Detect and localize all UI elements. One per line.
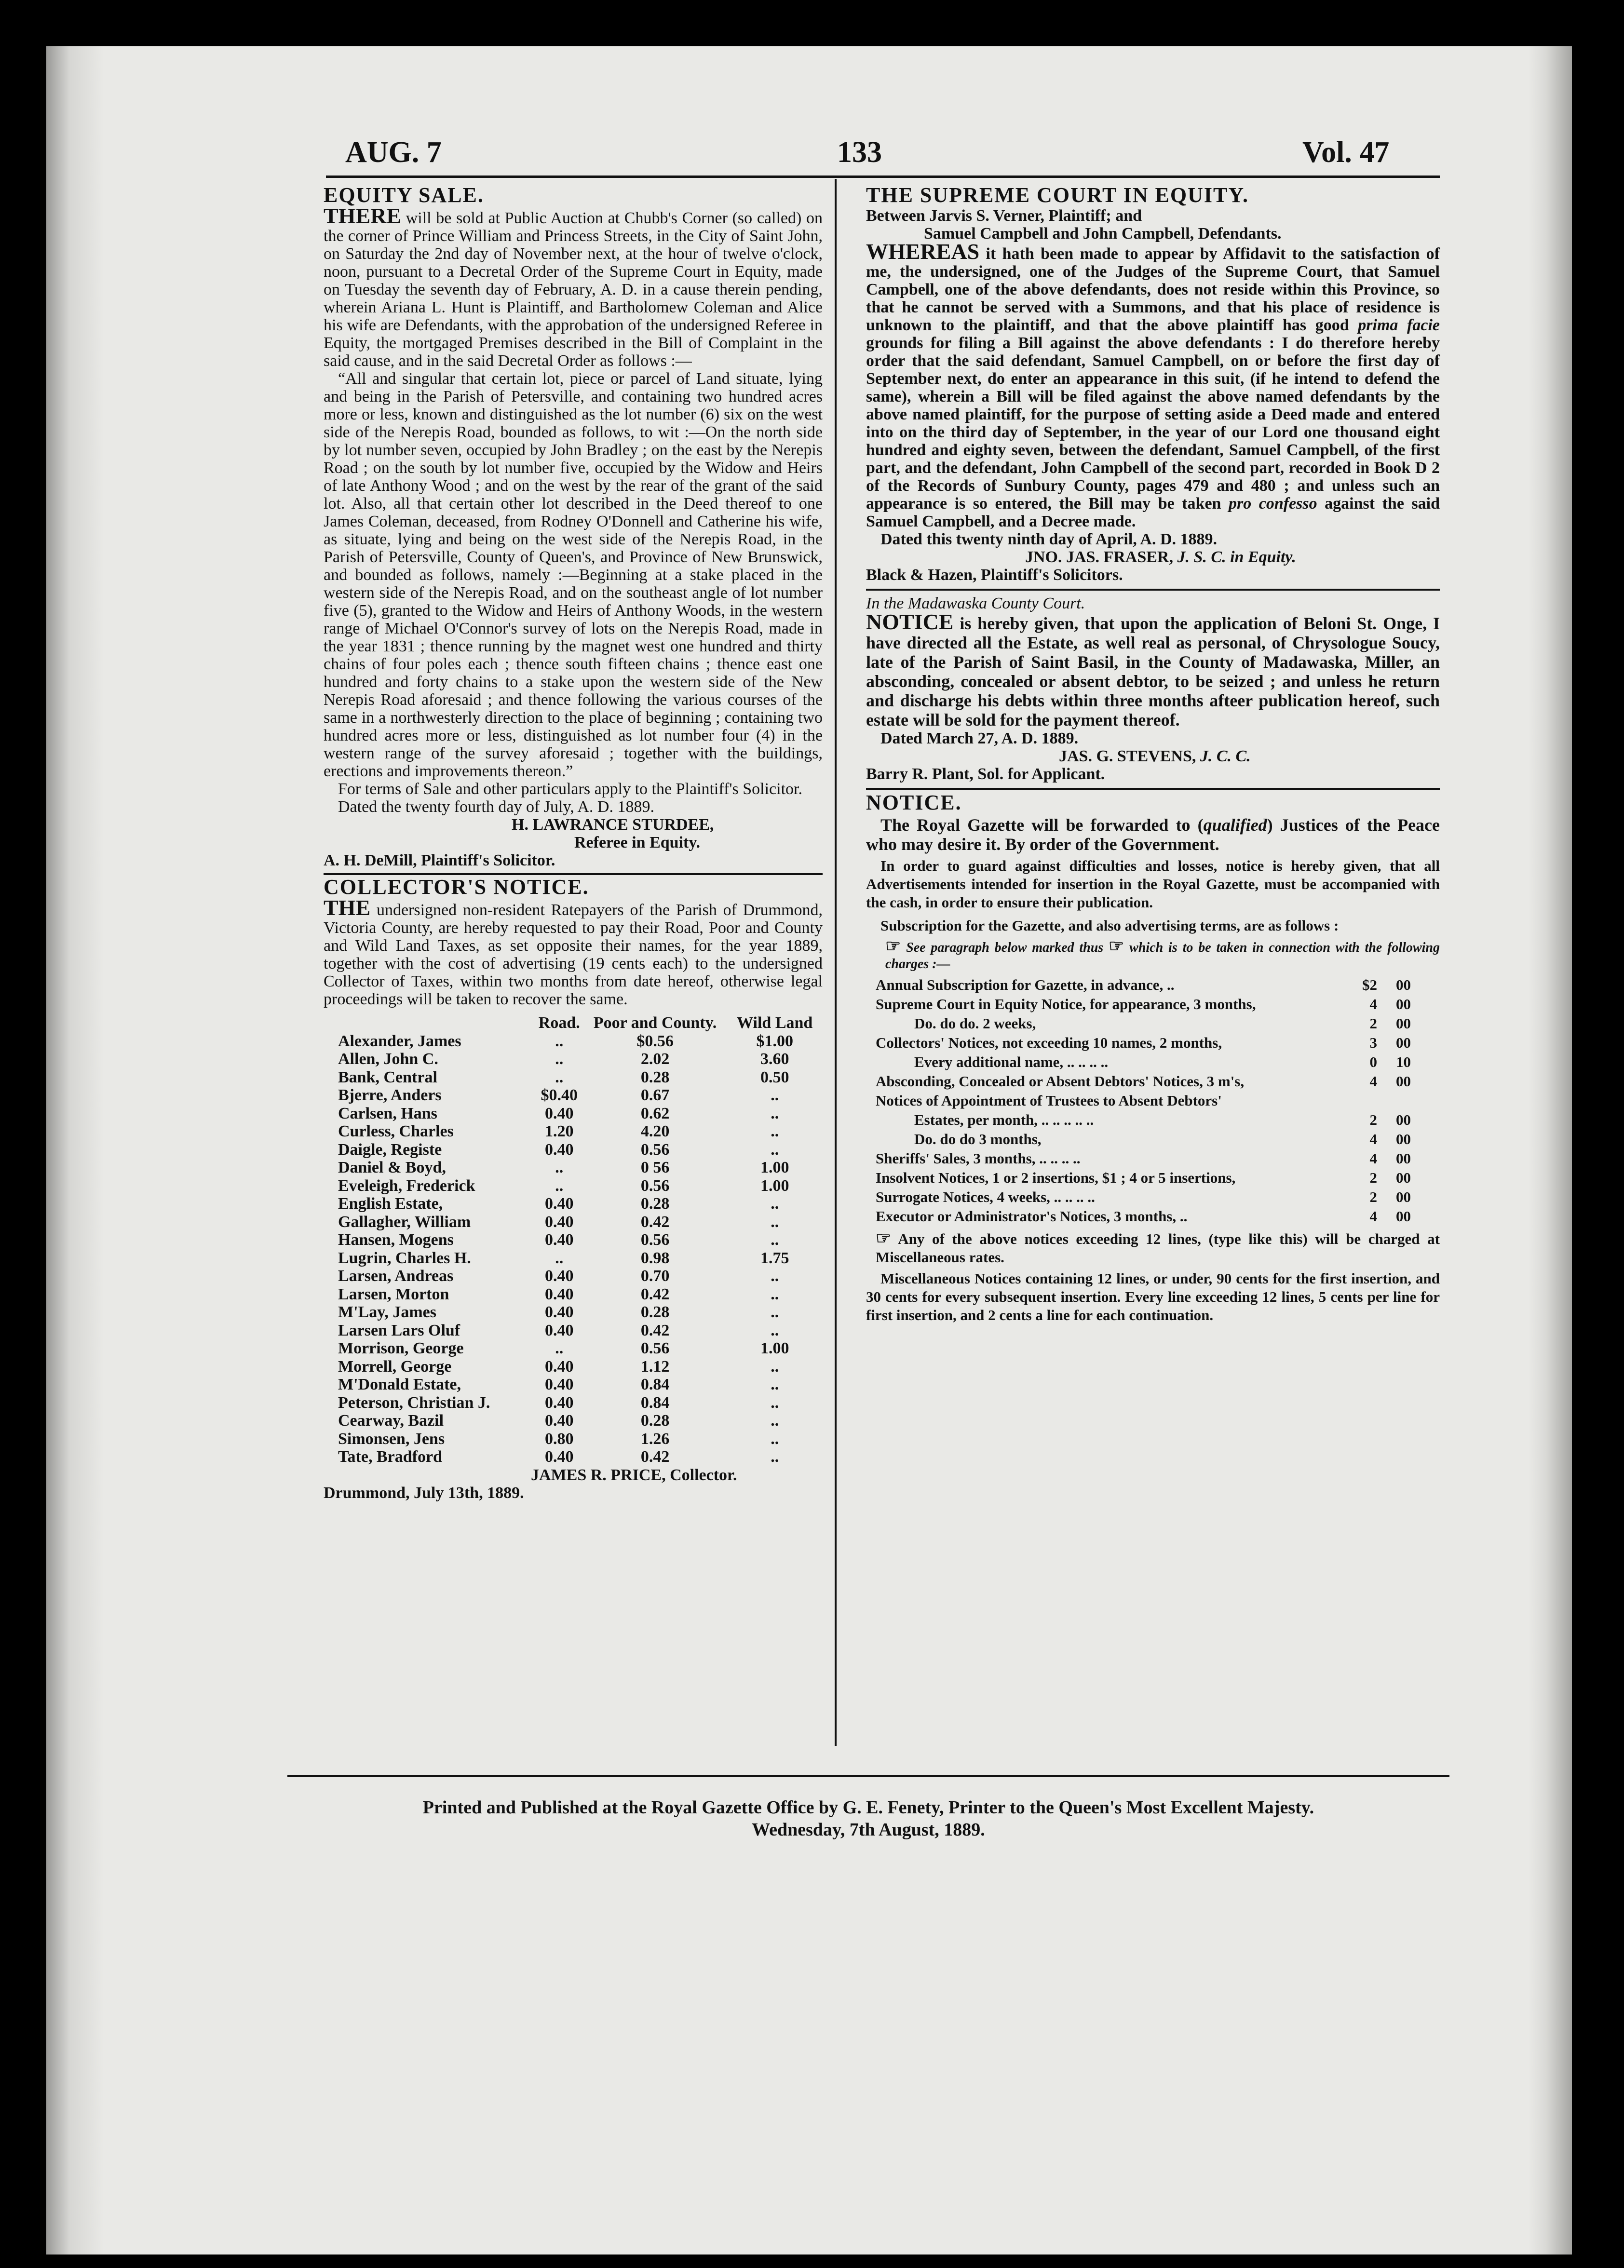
wild-land-tax: .. <box>771 1122 779 1140</box>
wild-land-tax: .. <box>771 1303 779 1321</box>
ratepayer-name: Larsen, Morton <box>338 1285 449 1303</box>
road-tax: .. <box>555 1068 564 1086</box>
wild-land-tax: .. <box>771 1213 779 1231</box>
poor-county-tax: 0.42 <box>640 1321 670 1339</box>
equity-sale-lead: THERE <box>324 203 402 228</box>
tax-table-row <box>338 1122 823 1141</box>
rate-description: Estates, per month, .. .. .. .. .. <box>914 1111 1094 1128</box>
tax-table <box>338 1014 823 1466</box>
poor-county-tax: 0.56 <box>640 1231 670 1249</box>
madawaska-text: is hereby given, that upon the application of Beloni St. Onge, I have directed all the Estate, as well real as personal, of Chrysologue Soucy, late of the Parish of Saint Basil, in the County of Madawaska, Miller, an absconding, concealed or absent debtor, to be seized ; and unless he return and discharge his debts within three months afteer publication hereof, such estate will be sold for the payment thereof. <box>866 614 1440 729</box>
rate-description: Every additional name, .. .. .. .. <box>914 1053 1109 1070</box>
ratepayer-name: M'Lay, James <box>338 1303 436 1321</box>
road-tax: .. <box>555 1050 564 1068</box>
ratepayer-name: Hansen, Mogens <box>338 1231 454 1249</box>
tax-table-row <box>338 1412 823 1430</box>
tax-table-row <box>338 1267 823 1285</box>
tax-table-row <box>338 1213 823 1231</box>
pointing-hand-icon: ☞ <box>885 936 901 956</box>
right-column <box>866 183 1440 1324</box>
rate-cents: 10 <box>1396 1053 1411 1070</box>
page-left-edge <box>46 46 104 2254</box>
supreme-court-lead: WHEREAS <box>866 239 980 264</box>
rate-row <box>876 1072 1411 1091</box>
notice-p1-b: ) Justices of the Peace who may desire it. By order of the Government. <box>866 815 1440 854</box>
footer-rule <box>287 1775 1449 1777</box>
wild-land-tax: .. <box>771 1412 779 1430</box>
header-date: AUG. 7 <box>345 136 442 169</box>
footer-date: Wednesday, 7th August, 1889. <box>752 1820 985 1840</box>
road-tax: 0.40 <box>545 1231 574 1249</box>
header-volume: Vol. 47 <box>1302 136 1390 169</box>
rate-row <box>876 1033 1411 1053</box>
wild-land-tax: .. <box>771 1321 779 1339</box>
rate-row <box>876 1014 1411 1033</box>
ratepayer-name: Morrison, George <box>338 1339 464 1357</box>
poor-county-tax: 0.28 <box>640 1303 670 1321</box>
wild-land-tax: .. <box>771 1086 779 1104</box>
rate-cents: 00 <box>1396 1169 1411 1186</box>
notice-p3: Subscription for the Gazette, and also advertising terms, are as follows : <box>880 917 1339 934</box>
tax-table-row <box>338 1086 823 1105</box>
rate-row <box>876 1207 1411 1226</box>
road-tax: 0.40 <box>545 1321 574 1339</box>
page-right-edge <box>1529 46 1572 2254</box>
rate-cents: 00 <box>1396 1150 1411 1167</box>
supreme-court-parties-1: Between Jarvis S. Verner, Plaintiff; and <box>866 207 1142 225</box>
rate-description: Surrogate Notices, 4 weeks, .. .. .. .. <box>876 1188 1095 1205</box>
road-tax: $0.40 <box>541 1086 578 1104</box>
rate-description: Annual Subscription for Gazette, in advance, .. <box>876 976 1175 993</box>
wild-land-tax: .. <box>771 1195 779 1213</box>
section-rule <box>866 788 1440 790</box>
road-tax: 0.40 <box>545 1357 574 1376</box>
ratepayer-name: Tate, Bradford <box>338 1448 442 1466</box>
wild-land-tax: 3.60 <box>760 1050 789 1068</box>
rate-description: Do. do do 3 months, <box>914 1131 1042 1148</box>
tax-table-row <box>338 1050 823 1068</box>
rate-description: Sheriffs' Sales, 3 months, .. .. .. .. <box>876 1150 1081 1167</box>
supreme-court-text-a: it hath been made to appear by Affidavit to the satisfaction of me, the undersigned, one of the Judges of the Supreme Court, that Samuel Campbell, one of the above defendants, does not reside within this Province, so that he cannot be served with a Summons, and that his place of residence is unknown to the plaintiff, and that the above plaintiff has good <box>866 245 1440 334</box>
ratepayer-name: Gallagher, William <box>338 1213 471 1231</box>
road-tax: 0.40 <box>545 1195 574 1213</box>
tax-table-row <box>338 1177 823 1195</box>
road-tax: .. <box>555 1176 564 1195</box>
supreme-court-dated: Dated this twenty ninth day of April, A. D. 1889. <box>880 530 1218 548</box>
tax-table-row <box>338 1231 823 1249</box>
equity-sale-title: EQUITY SALE. <box>324 183 484 207</box>
rate-description: Supreme Court in Equity Notice, for appearance, 3 months, <box>876 996 1256 1012</box>
pointing-hand-icon: ☞ <box>1109 936 1124 956</box>
equity-sale-referee-title: Referee in Equity. <box>574 834 700 851</box>
poor-county-tax: 0.67 <box>640 1086 670 1104</box>
ratepayer-name: Allen, John C. <box>338 1050 438 1068</box>
rate-dollars: 2 <box>1369 1111 1377 1128</box>
supreme-court-title: THE SUPREME COURT IN EQUITY. <box>866 183 1249 207</box>
wild-land-tax: 1.00 <box>760 1176 789 1195</box>
rate-description: Do. do do. 2 weeks, <box>914 1015 1036 1032</box>
rate-cents <box>1377 1091 1411 1110</box>
tax-table-row <box>338 1339 823 1358</box>
equity-sale-dated: Dated the twenty fourth day of July, A. D. 1889. <box>338 798 654 816</box>
rate-row <box>876 975 1411 995</box>
ratepayer-name: Lugrin, Charles H. <box>338 1249 471 1267</box>
wild-land-tax: .. <box>771 1376 779 1393</box>
wild-land-tax: .. <box>771 1448 779 1466</box>
rate-cents: 00 <box>1396 1111 1411 1128</box>
rate-row <box>876 1149 1411 1168</box>
notice-title: NOTICE. <box>866 791 962 814</box>
madawaska-solicitor: Barry R. Plant, Sol. for Applicant. <box>866 765 1105 783</box>
left-column <box>324 183 823 1502</box>
ratepayer-name: Larsen Lars Oluf <box>338 1321 460 1339</box>
poor-county-tax: 0.56 <box>640 1176 670 1195</box>
wild-land-tax: $1.00 <box>756 1032 793 1050</box>
rate-description: Executor or Administrator's Notices, 3 months, .. <box>876 1208 1188 1225</box>
poor-county-tax: 0.42 <box>640 1213 670 1231</box>
ratepayer-name: Morrell, George <box>338 1357 452 1376</box>
tax-table-row <box>338 1322 823 1340</box>
notice-see-note <box>866 938 1440 972</box>
supreme-court-body <box>866 239 1440 530</box>
road-tax: .. <box>555 1249 564 1267</box>
madawaska-judge-name: JAS. G. STEVENS, <box>1059 747 1196 765</box>
poor-county-tax: 2.02 <box>640 1050 670 1068</box>
wild-land-tax: .. <box>771 1267 779 1285</box>
rate-cents: 00 <box>1396 1034 1411 1051</box>
tax-table-row <box>338 1195 823 1213</box>
poor-county-tax: 1.12 <box>640 1357 670 1376</box>
road-tax: .. <box>555 1339 564 1357</box>
notice-p2: In order to guard against difficulties and losses, notice is hereby given, that all Advertisements intended for insertion in the Royal Gazette, must be accompanied with the cash, in order to ensure their publication. <box>866 857 1440 911</box>
tax-table-body <box>338 1032 823 1466</box>
rates-table <box>876 975 1411 1226</box>
rates-table-body <box>876 975 1411 1226</box>
road-tax: 0.40 <box>545 1213 574 1231</box>
rate-description: Collectors' Notices, not exceeding 10 names, 2 months, <box>876 1034 1222 1051</box>
equity-sale-intro-text: will be sold at Public Auction at Chubb's Corner (so called) on the corner of Prince William and Princess Streets, in the City of Saint John, on Saturday the 2nd day of November next, at the hour of twelve o'clock, noon, pursuant to a Decretal Order of the Supreme Court in Equity, made on Tuesday the seventh day of February, A. D. in a cause therein pending, wherein Ariana L. Hunt is Plaintiff, and Bartholomew Coleman and Alice his wife are Defendants, with the approbation of the undersigned Referee in Equity, the mortgaged Premises described in the Bill of Complaint in the said cause, and in the said Decretal Order as follows :— <box>324 209 823 370</box>
tax-table-row <box>338 1358 823 1376</box>
rate-row <box>876 1130 1411 1149</box>
madawaska-lead: NOTICE <box>866 609 954 634</box>
tax-table-row <box>338 1448 823 1466</box>
ratepayer-name: Simonsen, Jens <box>338 1430 445 1448</box>
rate-row <box>876 1188 1411 1207</box>
tax-table-row <box>338 1105 823 1123</box>
poor-county-tax: 0.70 <box>640 1267 670 1285</box>
equity-sale-quote: “All and singular that certain lot, piece or parcel of Land situate, lying and being in the Parish of Petersville, and containing two hundred acres more or less, known and distinguished as the lot number (6) six on the west side of the Nerepis Road, bounded as follows, to wit :—On the north side by lot number seven, occupied by John Bradley ; on the east by the Nerepis Road ; on the south by lot number five, occupied by the Widow and Heirs of late Anthony Wood ; and on the west by the rear of the grant of the said lot. Also, all that certain other lot described in the Deed thereof to one James Coleman, deceased, from Rodney O'Donnell and Catherine his wife, as situate, lying and being on the west side of the Nerepis Road, in the Parish of Petersville, County of Queen's, and Province of New Brunswick, and bounded as follows, namely :—Beginning at a stake placed in the western side of the Nerepis Road, and on the southeast angle of lot number five (5), granted to the Widow and Heirs of Anthony Woods, in the western range of Michael O'Connor's survey of lots on the Nerepis Road, made in the year 1831 ; thence running by the magnet west one hundred and thirty chains of four poles each ; thence south fifteen chains ; thence east one hundred and forty chains to a stake upon the western side of the New Nerepis Road aforesaid ; and thence following the various courses of the same in a northwesterly direction to the place of beginning ; containing two hundred acres more or less, distinguished as lot number four (4) in the western range of the survey aforesaid ; together with the buildings, erections and improvements thereon.” <box>324 370 823 780</box>
notice-see-note-text-2: which is to be taken in connection with the following charges :— <box>885 940 1440 972</box>
tax-table-header <box>338 1014 823 1032</box>
column-divider <box>835 179 837 1746</box>
ratepayer-name: Cearway, Bazil <box>338 1412 444 1430</box>
road-tax: 0.80 <box>545 1430 574 1448</box>
poor-county-tax: 0.28 <box>640 1068 670 1086</box>
rate-cents: 00 <box>1396 1188 1411 1205</box>
footer <box>287 1796 1449 1841</box>
section-rule <box>866 589 1440 591</box>
rate-row <box>876 1110 1411 1130</box>
wild-land-tax: .. <box>771 1140 779 1159</box>
wild-land-tax: .. <box>771 1393 779 1412</box>
notice-p1-qualified: qualified <box>1203 815 1267 835</box>
rate-dollars: 2 <box>1369 1015 1377 1032</box>
collectors-notice-lead: THE <box>324 895 371 920</box>
collectors-notice-intro <box>324 895 823 1008</box>
ratepayer-name: Bank, Central <box>338 1068 437 1086</box>
ratepayer-name: English Estate, <box>338 1195 443 1213</box>
tax-table-row <box>338 1068 823 1087</box>
supreme-court-text-b: grounds for filing a Bill against the above defendants : I do therefore hereby order that the said defendant, Samuel Campbell, on or before the first day of September next, do enter an appearance in this suit, (if he intend to defend the same), wherein a Bill will be filed against the above named defendants by the above named plaintiff, for the purpose of setting aside a Deed made and entered into on the third day of September, in the year of our Lord one thousand eight hundred and eighty seven, between the defendant, Samuel Campbell, of the first part, and the defendant, John Campbell of the second part, recorded in Book D 2 of the Records of Sunbury County, pages 479 and 480 ; and unless such an appearance is so entered, the Bill may be taken <box>866 334 1440 513</box>
madawaska-court-name: In the Madawaska County Court. <box>866 594 1085 612</box>
poor-county-tax: 0.42 <box>640 1448 670 1466</box>
ratepayer-name: Carlsen, Hans <box>338 1104 437 1122</box>
wild-land-tax: 0.50 <box>760 1068 789 1086</box>
ratepayer-name: Daigle, Registe <box>338 1140 442 1159</box>
rate-dollars: 3 <box>1369 1034 1377 1051</box>
rate-description: Absconding, Concealed or Absent Debtors' Notices, 3 m's, <box>876 1073 1245 1090</box>
supreme-court-parties-2: Samuel Campbell and John Campbell, Defendants. <box>924 225 1282 243</box>
ratepayer-name: Curless, Charles <box>338 1122 454 1140</box>
rate-cents: 00 <box>1396 976 1411 993</box>
col-poor-county: Poor and County. <box>593 1014 717 1032</box>
pointing-hand-icon: ☞ <box>876 1228 892 1248</box>
wild-land-tax: 1.00 <box>760 1159 789 1176</box>
poor-county-tax: $0.56 <box>636 1032 674 1050</box>
collector-dateline: Drummond, July 13th, 1889. <box>324 1484 524 1502</box>
madawaska-judge <box>866 747 1440 765</box>
notice-misc: Miscellaneous Notices containing 12 lines, or under, 90 cents for the first insertion, and 30 cents for every subsequent insertion. Every line exceeding 12 lines, 5 cents per line for first insertion, and 2 cents a line for each continuation. <box>866 1270 1440 1323</box>
footer-imprint: Printed and Published at the Royal Gazette Office by G. E. Fenety, Printer to the Queen's Most Excellent Majesty. <box>422 1797 1314 1818</box>
rate-description: Notices of Appointment of Trustees to Absent Debtors' <box>876 1092 1222 1109</box>
rate-dollars: 0 <box>1369 1053 1377 1070</box>
road-tax: 1.20 <box>545 1122 574 1140</box>
notice-extra <box>866 1229 1440 1267</box>
wild-land-tax: .. <box>771 1285 779 1303</box>
road-tax: 0.40 <box>545 1448 574 1466</box>
gazette-page <box>46 46 1572 2254</box>
rate-row <box>876 995 1411 1014</box>
header-rule <box>326 176 1440 178</box>
collector-signature: JAMES R. PRICE, Collector. <box>531 1466 737 1484</box>
rate-dollars: 4 <box>1369 1073 1377 1090</box>
rate-cents: 00 <box>1396 1131 1411 1148</box>
road-tax: 0.40 <box>545 1303 574 1321</box>
ratepayer-name: Daniel & Boyd, <box>338 1159 446 1176</box>
poor-county-tax: 0.28 <box>640 1195 670 1213</box>
ratepayer-name: Larsen, Andreas <box>338 1267 454 1285</box>
rate-dollars: 4 <box>1369 996 1377 1012</box>
road-tax: .. <box>555 1032 564 1050</box>
supreme-court-judge-title: J. S. C. in Equity. <box>1177 548 1296 566</box>
supreme-court-prima-facie: prima facie <box>1358 316 1440 334</box>
rate-dollars: $2 <box>1362 976 1377 993</box>
wild-land-tax: .. <box>771 1104 779 1122</box>
poor-county-tax: 0 56 <box>640 1159 670 1176</box>
section-rule <box>324 873 823 875</box>
road-tax: 0.40 <box>545 1104 574 1122</box>
road-tax: .. <box>555 1159 564 1176</box>
supreme-court-text-c: against the said Samuel Campbell, and a Decree made. <box>866 495 1440 530</box>
road-tax: 0.40 <box>545 1267 574 1285</box>
poor-county-tax: 0.42 <box>640 1285 670 1303</box>
madawaska-judge-title: J. C. C. <box>1200 747 1251 765</box>
road-tax: 0.40 <box>545 1393 574 1412</box>
poor-county-tax: 4.20 <box>640 1122 670 1140</box>
collectors-notice-text: undersigned non-resident Ratepayers of the Parish of Drummond, Victoria County, are hereby requested to pay their Road, Poor and County and Wild Land Taxes, as set opposite their names, for the year 1889, together with the cost of advertising (19 cents each) to the undersigned Collector of Taxes, within two months from date hereof, otherwise legal proceedings will be taken to recover the same. <box>324 901 823 1008</box>
tax-table-row <box>338 1430 823 1448</box>
notice-p1-a: The Royal Gazette will be forwarded to ( <box>880 815 1204 835</box>
wild-land-tax: 1.00 <box>760 1339 789 1357</box>
road-tax: 0.40 <box>545 1376 574 1393</box>
tax-table-row <box>338 1249 823 1268</box>
header-page-number: 133 <box>837 136 882 169</box>
notice-extra-text: Any of the above notices exceeding 12 lines, (type like this) will be charged at Miscellaneous rates. <box>876 1230 1440 1266</box>
rate-dollars: 2 <box>1369 1188 1377 1205</box>
rate-dollars: 4 <box>1369 1150 1377 1167</box>
road-tax: 0.40 <box>545 1285 574 1303</box>
rate-row <box>876 1091 1411 1110</box>
wild-land-tax: .. <box>771 1357 779 1376</box>
poor-county-tax: 0.98 <box>640 1249 670 1267</box>
ratepayer-name: M'Donald Estate, <box>338 1376 461 1393</box>
tax-table-row <box>338 1394 823 1412</box>
col-road: Road. <box>538 1014 580 1032</box>
wild-land-tax: .. <box>771 1231 779 1249</box>
equity-sale-terms: For terms of Sale and other particulars apply to the Plaintiff's Solicitor. <box>338 780 802 798</box>
tax-table-row <box>338 1032 823 1051</box>
ratepayer-name: Bjerre, Anders <box>338 1086 442 1104</box>
col-wild-land: Wild Land <box>737 1014 813 1032</box>
ratepayer-name: Eveleigh, Frederick <box>338 1176 475 1195</box>
tax-table-row <box>338 1285 823 1304</box>
poor-county-tax: 1.26 <box>640 1430 670 1448</box>
poor-county-tax: 0.56 <box>640 1140 670 1159</box>
collectors-notice-title: COLLECTOR'S NOTICE. <box>324 875 589 899</box>
poor-county-tax: 0.28 <box>640 1412 670 1430</box>
rate-row <box>876 1053 1411 1072</box>
poor-county-tax: 0.62 <box>640 1104 670 1122</box>
rate-cents: 00 <box>1396 1015 1411 1032</box>
tax-table-row <box>338 1376 823 1394</box>
supreme-court-solicitors: Black & Hazen, Plaintiff's Solicitors. <box>866 566 1123 584</box>
supreme-court-judge-name: JNO. JAS. FRASER, <box>1025 548 1173 566</box>
ratepayer-name: Peterson, Christian J. <box>338 1393 490 1412</box>
equity-sale-referee-name: H. LAWRANCE STURDEE, <box>512 816 714 834</box>
madawaska-body <box>866 609 1440 729</box>
equity-sale-solicitor: A. H. DeMill, Plaintiff's Solicitor. <box>324 851 555 869</box>
rate-cents: 00 <box>1396 996 1411 1012</box>
wild-land-tax: .. <box>771 1430 779 1448</box>
supreme-court-pro-confesso: pro confesso <box>1228 495 1317 513</box>
poor-county-tax: 0.84 <box>640 1376 670 1393</box>
rate-row <box>876 1168 1411 1188</box>
rate-cents: 00 <box>1396 1073 1411 1090</box>
poor-county-tax: 0.84 <box>640 1393 670 1412</box>
notice-see-note-text: See paragraph below marked thus <box>906 940 1104 955</box>
poor-county-tax: 0.56 <box>640 1339 670 1357</box>
notice-p1 <box>866 815 1440 854</box>
rate-dollars <box>1343 1091 1377 1110</box>
wild-land-tax: 1.75 <box>760 1249 789 1267</box>
tax-table-row <box>338 1303 823 1322</box>
equity-sale-intro <box>324 203 823 370</box>
tax-table-row <box>338 1141 823 1159</box>
rate-dollars: 4 <box>1369 1208 1377 1225</box>
supreme-court-judge <box>866 548 1440 566</box>
road-tax: 0.40 <box>545 1412 574 1430</box>
rate-cents: 00 <box>1396 1208 1411 1225</box>
road-tax: 0.40 <box>545 1140 574 1159</box>
ratepayer-name: Alexander, James <box>338 1032 461 1050</box>
rate-dollars: 2 <box>1369 1169 1377 1186</box>
rate-dollars: 4 <box>1369 1131 1377 1148</box>
rate-description: Insolvent Notices, 1 or 2 insertions, $1 ; 4 or 5 insertions, <box>876 1169 1236 1186</box>
madawaska-dated: Dated March 27, A. D. 1889. <box>880 729 1079 747</box>
tax-table-row <box>338 1159 823 1177</box>
